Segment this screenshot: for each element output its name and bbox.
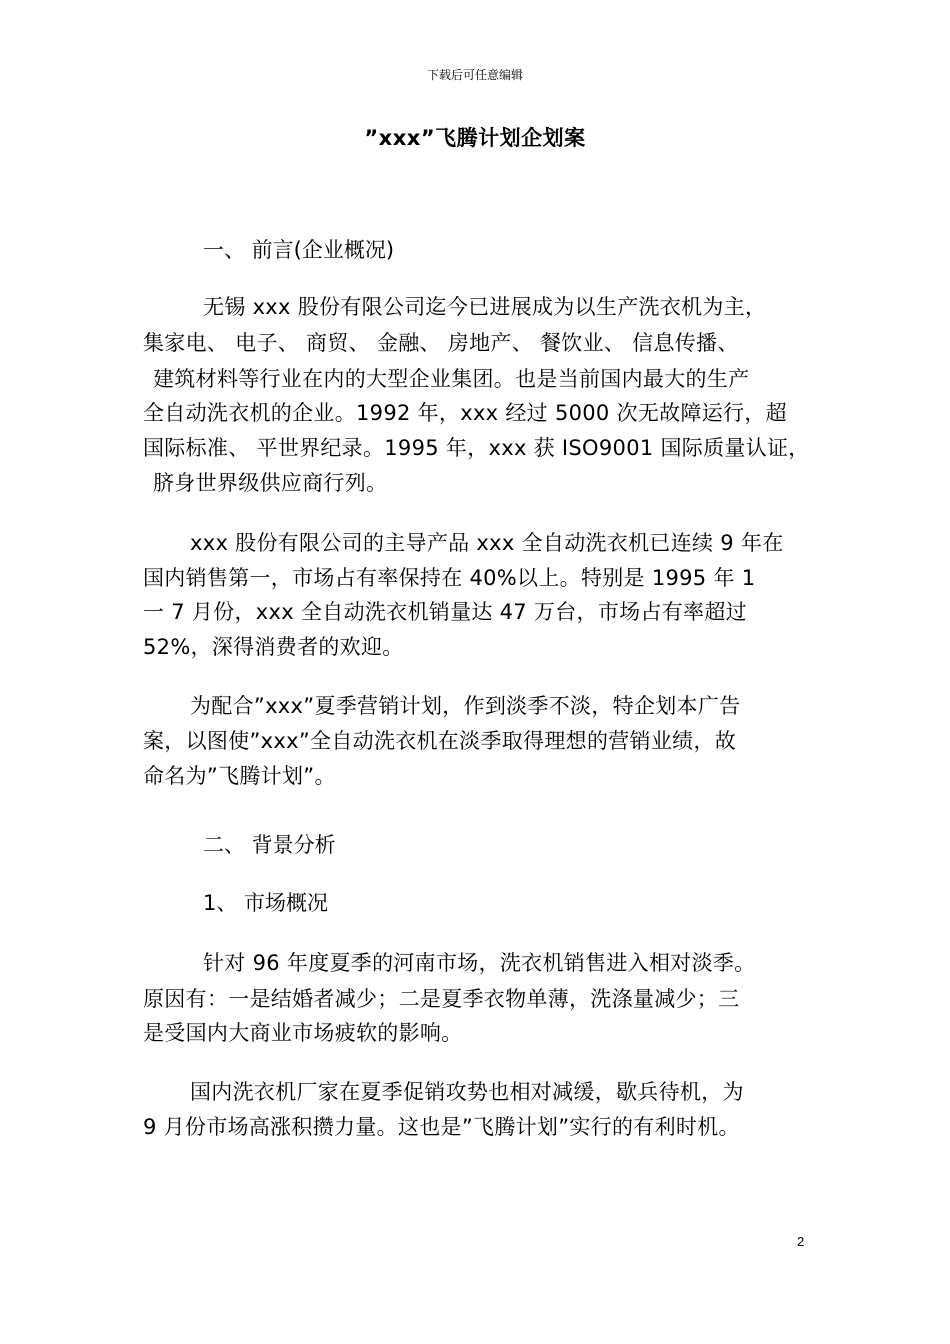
paragraph-line: 一 7 月份，xxx 全自动洗衣机销量达 47 万台，市场占有率超过 [143, 600, 747, 624]
section-heading-background: 二、 背景分析 [203, 833, 336, 857]
section-heading-preface: 一、 前言(企业概况) [203, 238, 395, 262]
paragraph-line: 建筑材料等行业在内的大型企业集团。也是当前国内最大的生产 [153, 367, 750, 391]
paragraph-line: 集家电、 电子、 商贸、 金融、 房地产、 餐饮业、 信息传播、 [143, 331, 739, 355]
paragraph-line: 脐身世界级供应商行列。 [153, 471, 388, 495]
paragraph-line: 国内销售第一，市场占有率保持在 40%以上。特别是 1995 年 1 [143, 566, 756, 590]
paragraph-line: 无锡 xxx 股份有限公司迄今已进展成为以生产洗衣机为主， [203, 295, 767, 319]
page-number: 2 [797, 1234, 805, 1249]
paragraph-line: 是受国内大商业市场疲软的影响。 [143, 1021, 463, 1045]
paragraph-line: xxx 股份有限公司的主导产品 xxx 全自动洗衣机已连续 9 年在 [190, 531, 784, 555]
paragraph-line: 为配合”xxx”夏季营销计划，作到淡季不淡，特企划本广告 [190, 694, 741, 718]
paragraph-line: 52%，深得消费者的欢迎。 [143, 635, 404, 659]
paragraph-line: 针对 96 年度夏季的河南市场，洗衣机销售进入相对淡季。 [203, 951, 756, 975]
paragraph-line: 原因有：一是结婚者减少；二是夏季衣物单薄，洗涤量减少；三 [143, 987, 740, 1011]
subsection-heading-market: 1、 市场概况 [203, 891, 329, 915]
document-title: ”xxx”飞腾计划企划案 [364, 126, 586, 150]
header-note: 下载后可任意编辑 [426, 68, 523, 82]
paragraph-line: 9 月份市场高涨积攒力量。这也是”飞腾计划”实行的有利时机。 [143, 1115, 740, 1139]
paragraph-line: 全自动洗衣机的企业。1992 年，xxx 经过 5000 次无故障运行，超 [143, 401, 787, 425]
paragraph-line: 命名为”飞腾计划”。 [143, 764, 336, 788]
paragraph-line: 案，以图使”xxx”全自动洗衣机在淡季取得理想的营销业绩，故 [143, 729, 737, 753]
paragraph-line: 国际标准、 平世界纪录。1995 年，xxx 获 ISO9001 国际质量认证， [143, 436, 810, 460]
paragraph-line: 国内洗衣机厂家在夏季促销攻势也相对减缓，歇兵待机，为 [190, 1080, 744, 1104]
